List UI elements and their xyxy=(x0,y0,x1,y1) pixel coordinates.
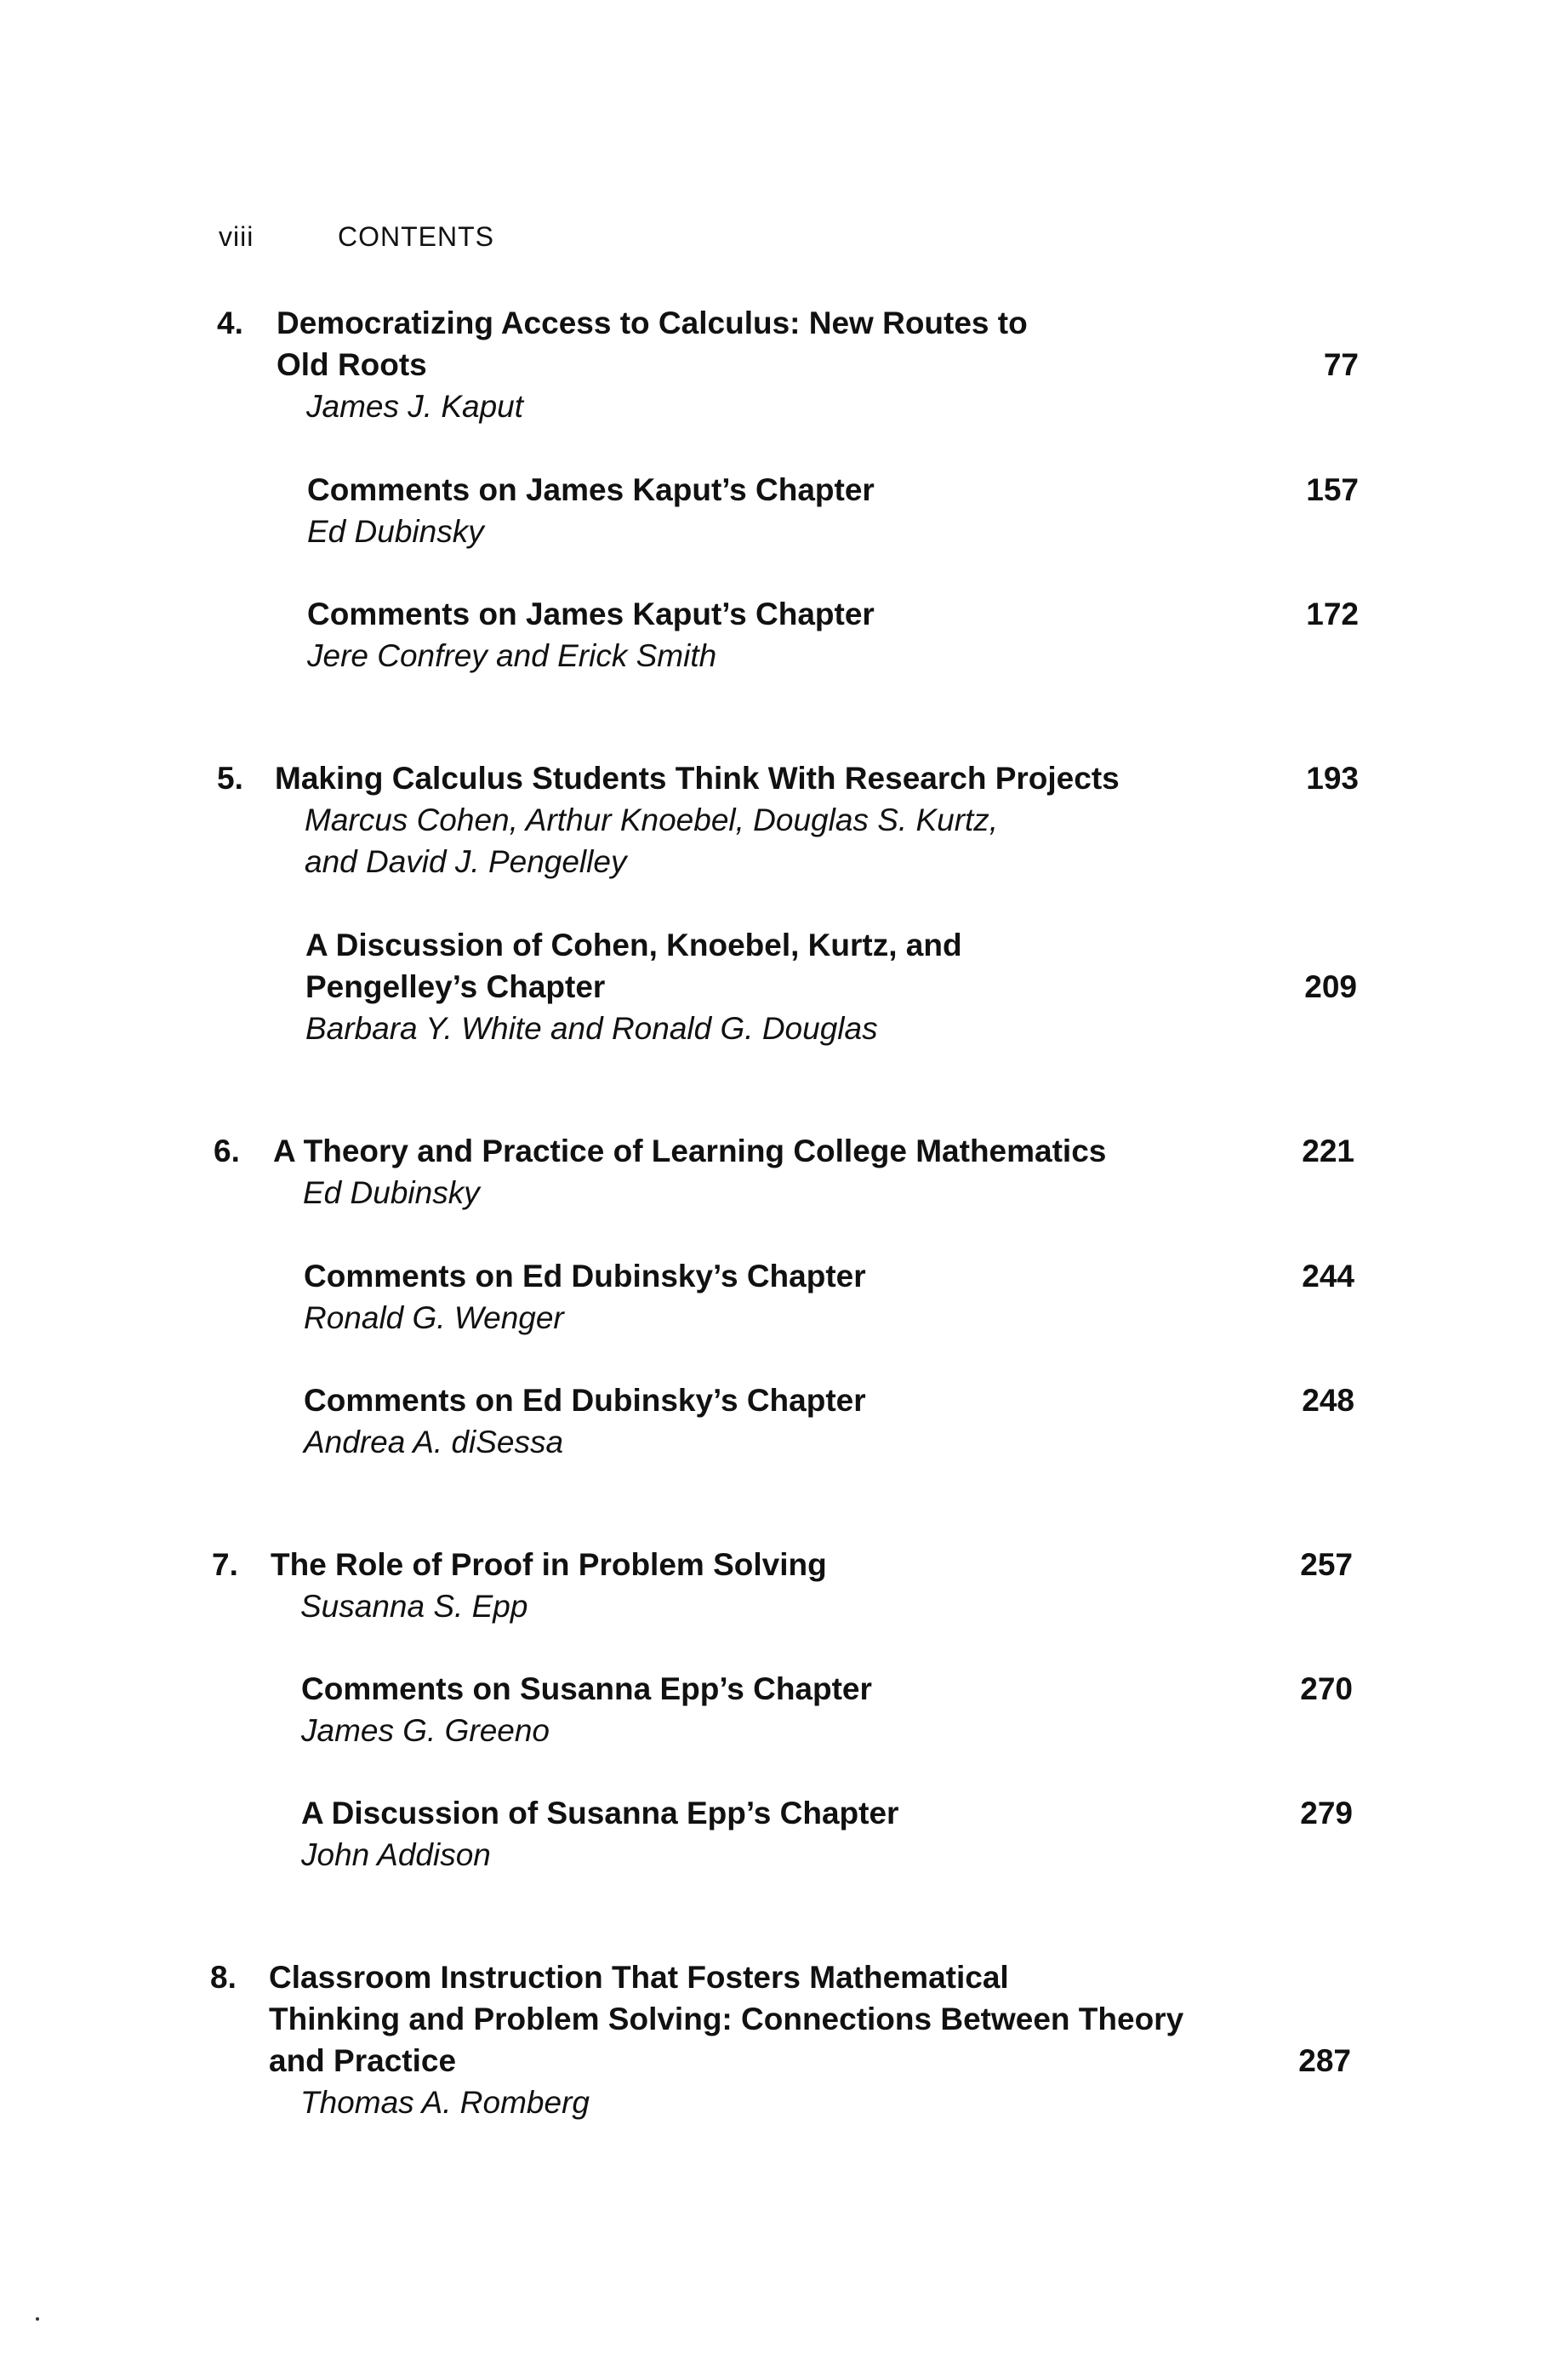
print-speck xyxy=(36,2317,39,2321)
entry-author: and David J. Pengelley xyxy=(305,844,627,879)
entry-page-number: 172 xyxy=(1306,597,1359,631)
entry-title-line: Comments on Ed Dubinsky’s Chapter xyxy=(304,1383,866,1418)
entry-author: James J. Kaput xyxy=(306,389,524,424)
entry-page-number: 257 xyxy=(1300,1547,1353,1582)
entry-page-number: 193 xyxy=(1306,761,1359,796)
chapter-number: 4. xyxy=(217,306,243,340)
entry-page-number: 209 xyxy=(1304,969,1357,1004)
entry-author: John Addison xyxy=(301,1837,491,1872)
entry-title-line: Democratizing Access to Calculus: New Routes to xyxy=(277,306,1028,340)
entry-title-line: Comments on Ed Dubinsky’s Chapter xyxy=(304,1259,866,1294)
entry-page-number: 270 xyxy=(1300,1671,1353,1706)
entry-title-line: Old Roots xyxy=(277,347,427,382)
entry-title-line: The Role of Proof in Problem Solving xyxy=(271,1547,827,1582)
entry-title-line: A Theory and Practice of Learning College Mathematics xyxy=(273,1134,1107,1168)
chapter-number: 6. xyxy=(214,1134,240,1168)
running-title: CONTENTS xyxy=(338,221,494,252)
entry-page-number: 221 xyxy=(1302,1134,1354,1168)
entry-author: Marcus Cohen, Arthur Knoebel, Douglas S. Kurtz, xyxy=(305,802,999,837)
entry-author: Ed Dubinsky xyxy=(303,1175,480,1210)
entry-author: Thomas A. Romberg xyxy=(300,2085,590,2120)
entry-author: Jere Confrey and Erick Smith xyxy=(307,638,717,673)
chapter-number: 7. xyxy=(212,1547,238,1582)
entry-title-line: A Discussion of Cohen, Knoebel, Kurtz, and xyxy=(305,928,962,962)
entry-title-line: Comments on James Kaput’s Chapter xyxy=(307,597,875,631)
entry-title-line: Comments on Susanna Epp’s Chapter xyxy=(301,1671,872,1706)
running-header xyxy=(219,221,494,253)
entry-author: Susanna S. Epp xyxy=(300,1589,528,1624)
entry-title-line: Comments on James Kaput’s Chapter xyxy=(307,472,875,507)
entry-title-line: A Discussion of Susanna Epp’s Chapter xyxy=(301,1796,899,1830)
entry-title-line: Making Calculus Students Think With Research Projects xyxy=(275,761,1120,796)
entry-author: James G. Greeno xyxy=(301,1713,550,1748)
entry-title-line: Classroom Instruction That Fosters Mathematical xyxy=(269,1960,1009,1995)
entry-title-line: and Practice xyxy=(269,2043,457,2078)
entry-author: Andrea A. diSessa xyxy=(304,1425,564,1459)
entry-title-line: Pengelley’s Chapter xyxy=(305,969,606,1004)
page-folio: viii xyxy=(219,221,254,252)
entry-page-number: 77 xyxy=(1323,347,1359,382)
entry-page-number: 157 xyxy=(1306,472,1359,507)
entry-page-number: 287 xyxy=(1298,2043,1351,2078)
entry-author: Ed Dubinsky xyxy=(307,514,484,549)
entry-page-number: 279 xyxy=(1300,1796,1353,1830)
entry-title-line: Thinking and Problem Solving: Connections Between Theory xyxy=(269,2002,1184,2036)
entry-author: Ronald G. Wenger xyxy=(304,1300,564,1335)
chapter-number: 8. xyxy=(210,1960,237,1995)
chapter-number: 5. xyxy=(217,761,243,796)
entry-author: Barbara Y. White and Ronald G. Douglas xyxy=(305,1011,878,1046)
entry-page-number: 244 xyxy=(1302,1259,1354,1294)
entry-page-number: 248 xyxy=(1302,1383,1354,1418)
